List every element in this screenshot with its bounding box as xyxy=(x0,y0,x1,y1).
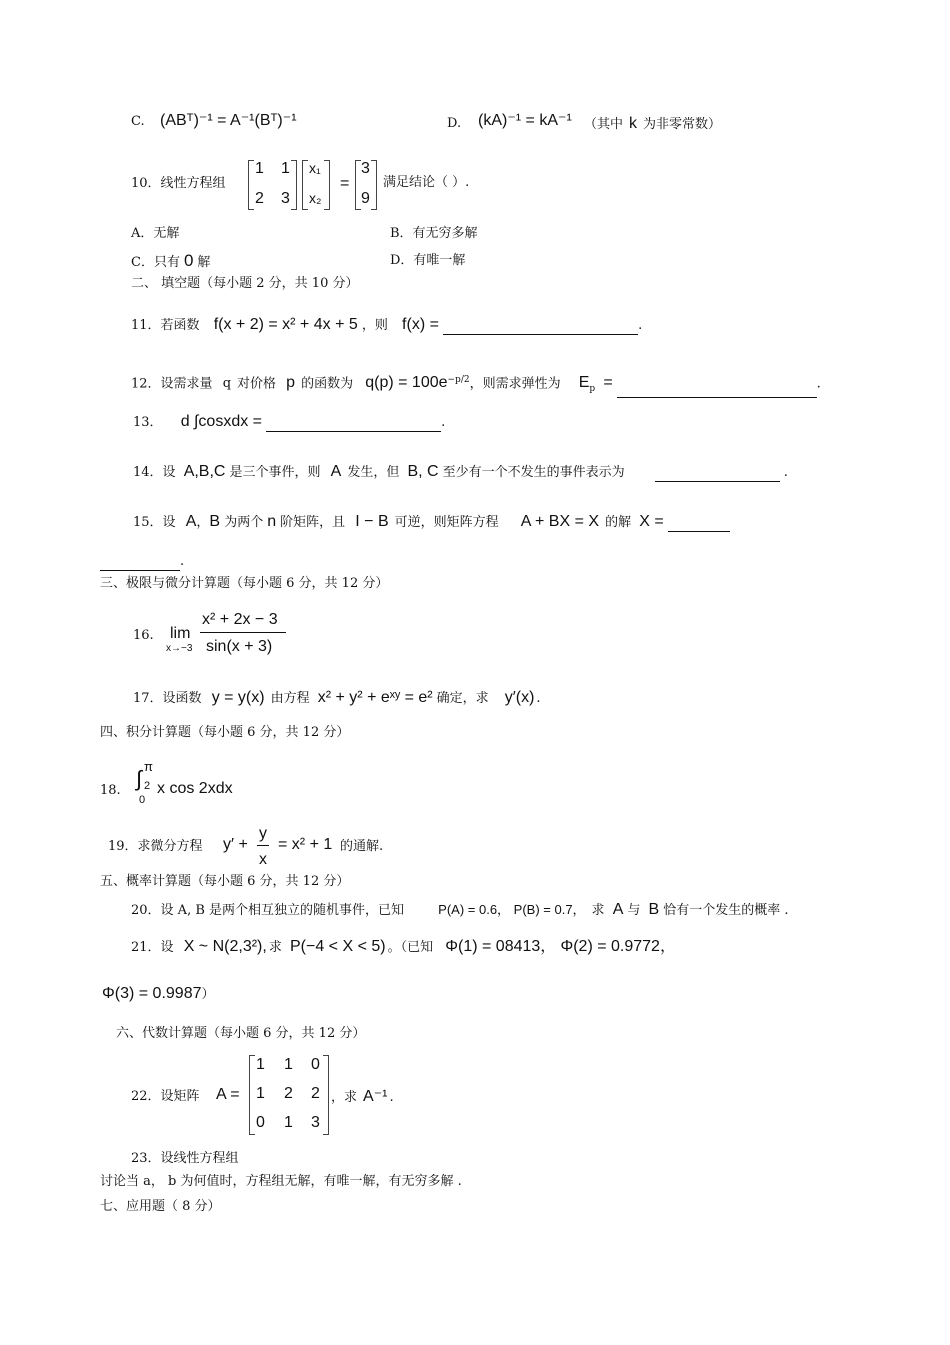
q16-numerator: x² + 2x − 3 xyxy=(202,611,278,628)
q18-upper-limit: π xyxy=(144,759,153,774)
section-6-heading: 六、代数计算题（每小题 6 分，共 12 分） xyxy=(116,1026,366,1041)
q22-prefix: 22．设矩阵 xyxy=(131,1089,200,1104)
q22-tail: ，求 A⁻¹ . xyxy=(331,1088,394,1105)
q18-upper-limit-denominator: 2 xyxy=(144,780,151,792)
q9-option-c-formula: (ABᵀ)⁻¹ = A⁻¹(Bᵀ)⁻¹ xyxy=(160,112,297,129)
q23-discussion: 讨论当 a， b 为何值时，方程组无解，有唯一解，有无穷多解 . xyxy=(100,1174,462,1189)
q19-fraction-bar xyxy=(257,845,269,846)
section-2-heading: 二、 填空题（每小题 2 分，共 10 分） xyxy=(131,276,359,291)
q18-integral-sign: ∫ xyxy=(136,766,143,791)
q9-option-d-formula: (kA)⁻¹ = kA⁻¹ xyxy=(478,112,572,129)
q19-fraction-denominator: x xyxy=(259,851,267,868)
section-5-heading: 五、概率计算题（每小题 6 分，共 12 分） xyxy=(100,874,350,889)
q10-option-b: B．有无穷多解 xyxy=(390,226,478,241)
q10-equals: = xyxy=(340,175,350,192)
q10-number: 10．线性方程组 xyxy=(131,176,226,191)
q18-lower-limit: 0 xyxy=(139,794,146,806)
q9-option-d-label: D. xyxy=(447,116,462,131)
q20-text: 20．设 A, B 是两个相互独立的随机事件，已知 P(A) = 0.6， P(B) = 0.7， 求 A 与 B 恰有一个发生的概率 . xyxy=(131,901,789,918)
q9-option-d-note: （其中 k 为非零常数） xyxy=(584,115,722,132)
q16-lim-subscript: x→−3 xyxy=(166,643,193,654)
q16-denominator: sin(x + 3) xyxy=(206,638,273,655)
q14-text: 14．设 A,B,C 是三个事件，则 A 发生，但 B, C 至少有一个不发生的事件表示为 . xyxy=(133,463,788,480)
q19-end: 的通解. xyxy=(340,839,384,854)
section-3-heading: 三、极限与微分计算题（每小题 6 分，共 12 分） xyxy=(100,576,389,591)
q10-option-a: A．无解 xyxy=(131,226,180,241)
section-7-heading: 七、应用题（ 8 分） xyxy=(100,1199,221,1214)
q19-lhs: y′ + xyxy=(223,836,248,853)
q13-text: 13． d ∫cosxdx = . xyxy=(133,413,446,430)
q19-fraction-numerator: y xyxy=(259,825,267,842)
q15-text: 15．设 A，B 为两个 n 阶矩阵，且 I − B 可逆，则矩阵方程 A + BX = X 的解 X = xyxy=(133,513,730,532)
q16-fraction-bar xyxy=(200,632,286,633)
q19-prefix: 19．求微分方程 xyxy=(108,839,203,854)
q12-text: 12．设需求量 q 对价格 p 的函数为 $q(p) = 100e^{-p/2}$，则需求弹性为 $E_p$ = . xyxy=(131,371,821,398)
q21-continuation: Φ(3) = 0.9987） xyxy=(102,985,215,1002)
q18-number: 18. xyxy=(100,783,121,798)
q23-prefix: 23．设线性方程组 xyxy=(131,1151,239,1166)
q22-a-equals: A = xyxy=(216,1086,240,1103)
q16-number: 16. xyxy=(133,628,154,643)
q16-lim: lim xyxy=(170,625,191,642)
q9-option-c-label: C. xyxy=(131,114,145,129)
section-4-heading: 四、积分计算题（每小题 6 分，共 12 分） xyxy=(100,725,350,740)
q11-text: 11．若函数 f(x + 2) = x² + 4x + 5 ，则 f(x) = . xyxy=(131,316,643,333)
q18-integrand: x cos 2xdx xyxy=(157,780,233,797)
q19-rhs: = x² + 1 xyxy=(278,836,333,853)
q17-text: 17．设函数 y = y(x) 由方程 x² + y² + eˣʸ = e² 确定，求 y′(x) . xyxy=(133,689,541,706)
q15-continuation: . xyxy=(100,553,184,571)
q10-option-d: D．有唯一解 xyxy=(390,253,466,268)
q10-tail: 满足结论（ ）. xyxy=(383,175,470,190)
q10-option-c: C．只有 0 解 xyxy=(131,251,211,270)
q21-text: 21．设 X ~ N(2,3²), 求 P(−4 < X < 5) 。（已知 Φ(1) = 08413， Φ(2) = 0.9772， xyxy=(131,938,676,955)
